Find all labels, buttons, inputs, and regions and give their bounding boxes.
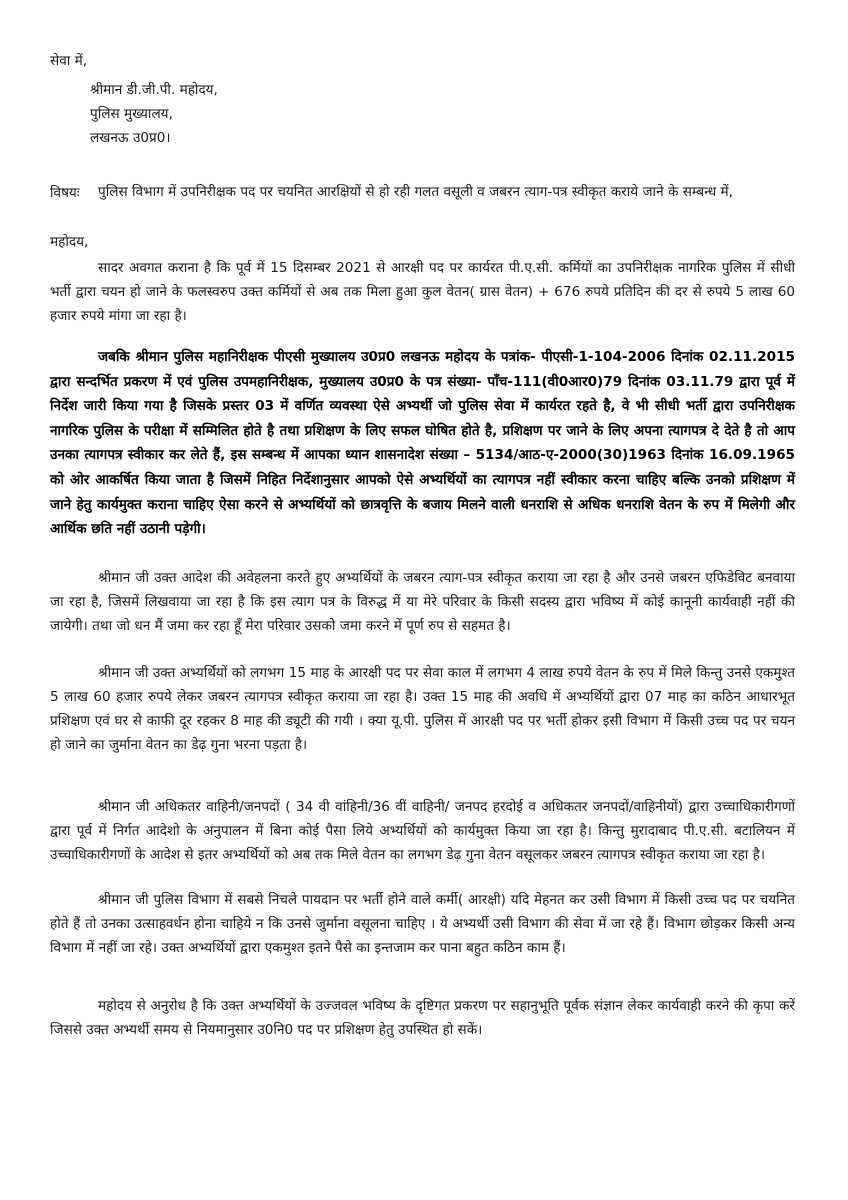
recipient-address: [90, 78, 218, 150]
address-line: श्रीमान डी.जी.पी. महोदय,: [90, 82, 218, 98]
paragraph: महोदय से अनुरोध है कि उक्त अभ्यर्थियों के उज्जवल भविष्य के दृष्टिगत प्रकरण पर सहानुभूति पूर्वक संज्ञान लेकर कार्यवाही करने की कृपा करें जिससे उक्त अभ्यर्थी समय से नियमानुसार उ0नि0 पद पर प्रशिक्षण हेतु उपस्थित हो सकें।: [50, 998, 795, 1038]
paragraph: सादर अवगत कराना है कि पूर्व में 15 दिसम्बर 2021 से आरक्षी पद पर कार्यरत पी.ए.सी. कर्मियों का उपनिरीक्षक नागरिक पुलिस में सीधी भर्ती द्वारा चयन हो जाने के फलस्वरुप उक्त कर्मियों से अब तक मिला हुआ कुल वेतन( ग्रास वेतन) + 676 रुपये प्रतिदिन की दर से रुपये 5 लाख 60 हजार रुपये मांगा जा रहा है।: [50, 260, 795, 324]
address-line: पुलिस मुख्यालय,: [90, 106, 173, 122]
paragraph-bold: जबकि श्रीमान पुलिस महानिरीक्षक पीएसी मुख्यालय उ0प्र0 लखनऊ महोदय के पत्रांक- पीएसी-1-104-2006 दिनांक 02.11.2015 द्वारा सन्दर्भित प्रकरण में एवं पुलिस उपमहानिरीक्षक, मुख्यालय उ0प्र0 के पत्र संख्या- पाँच-111(वी0आर0)79 दिनांक 03.11.79 द्वारा पूर्व में निर्देश जारी किया गया है जिसके प्रस्तर 03 में वर्णित व्यवस्था ऐसे अभ्यर्थी जो पुलिस सेवा में कार्यरत रहते है, वे भी सीधी भर्ती द्वारा उपनिरीक्षक नागरिक पुलिस के परीक्षा में सम्मिलित होते है तथा प्रशिक्षण के लिए सफल घोषित होते है, प्रशिक्षण पर जाने के लिए अपना त्यागपत्र दे देते है तो आप उनका त्यागपत्र स्वीकार कर लेते हैं, इस सम्बन्ध में आपका ध्यान शासनादेश संख्या – 5134/आठ-ए-2000(30)1963 दिनांक 16.09.1965 को ओर आकर्षित किया जाता है जिसमें निहित निर्देशानुसार आपको ऐसे अभ्यर्थियों का त्यागपत्र नहीं स्वीकार करना चाहिए बल्कि उनको प्रशिक्षण में जाने हेतु कार्यमुक्त कराना चाहिए ऐसा करने से अभ्यर्थियों को छात्रवृत्ति के बजाय मिलने वाली धनराशि से अधिक धनराशि वेतन के रुप में मिलेगी और आर्थिक छति नहीं उठानी पड़ेगी।: [50, 349, 795, 538]
salutation-to: सेवा में,: [50, 53, 88, 69]
paragraph: श्रीमान जी अधिकतर वाहिनी/जनपदों ( 34 वी वांहिनी/36 वीं वाहिनी/ जनपद हरदोई व अधिकतर जनपदों/वाहिनीयों) द्वारा उच्चाधिकारीगणों द्वारा पूर्व में निर्गत आदेशो के अनुपालन में बिना कोई पैसा लिये अभ्यर्थियों को कार्यमुक्त किया जा रहा है। किन्तु मुरादाबाद पी.ए.सी. बटालियन में उच्चाधिकारीगणों के आदेश से इतर अभ्यर्थियों को अब तक मिले वेतन का लगभग डेढ़ गुना वेतन वसूलकर जबरन त्यागपत्र स्वीकृत कराया जा रहा है।: [50, 799, 795, 863]
paragraph: श्रीमान जी पुलिस विभाग में सबसे निचले पायदान पर भर्ती होने वाले कर्मी( आरक्षी) यदि मेहनत कर उसी विभाग में किसी उच्च पद पर चयनित होते हैं तो उनका उत्साहवर्धन होना चाहिये न कि उनसे जुर्माना वसूलना चाहिए । ये अभ्यर्थी उसी विभाग की सेवा में जा रहे हैं। विभाग छोड़कर किसी अन्य विभाग में नहीं जा रहे। उक्त अभ्यर्थियों द्वारा एकमुश्त इतने पैसे का इन्तजाम कर पाना बहुत कठिन काम हैं।: [50, 892, 795, 956]
paragraph: श्रीमान जी उक्त आदेश की अवेहलना करते हुए अभ्यर्थियों के जबरन त्याग-पत्र स्वीकृत कराया जा रहा है और उनसे जबरन एफिडेविट बनवाया जा रहा है, जिसमें लिखवाया जा रहा है कि इस त्याग पत्र के विरुद्ध में या मेरे परिवार के किसी सदस्य द्वारा भविष्य में कोई कानूनी कार्यवाही नहीं की जायेगी। तथा जो धन मैं जमा कर रहा हूँ मेरा परिवार उसको जमा करने में पूर्ण रुप से सहमत है।: [50, 570, 795, 634]
paragraph: श्रीमान जी उक्त अभ्यर्थियों को लगभग 15 माह के आरक्षी पद पर सेवा काल में लगभग 4 लाख रुपये वेतन के रुप में मिले किन्तु उनसे एकमुश्त 5 लाख 60 हजार रुपये लेकर जबरन त्यागपत्र स्वीकृत कराया जा रहा है। उक्त 15 माह की अवधि में अभ्यर्थियों द्वारा 07 माह का कठिन आधारभूत प्रशिक्षण एवं घर से काफी दूर रहकर 8 माह की ड्यूटी की गयी । क्या यू.पी. पुलिस में आरक्षी पद पर भर्ती होकर इसी विभाग में किसी उच्च पद पर चयन हो जाने का जुर्माना वेतन का डेढ़ गुना भरना पड़ता है।: [50, 665, 795, 753]
greeting: महोदय,: [50, 234, 89, 250]
subject-label: विषयः: [50, 185, 80, 201]
subject-text: पुलिस विभाग में उपनिरीक्षक पद पर चयनित आरक्षियों से हो रही गलत वसूली व जबरन त्याग-पत्र स्वीकृत कराये जाने के सम्बन्ध में,: [98, 184, 733, 200]
address-line: लखनऊ उ0प्र0।: [90, 130, 171, 146]
